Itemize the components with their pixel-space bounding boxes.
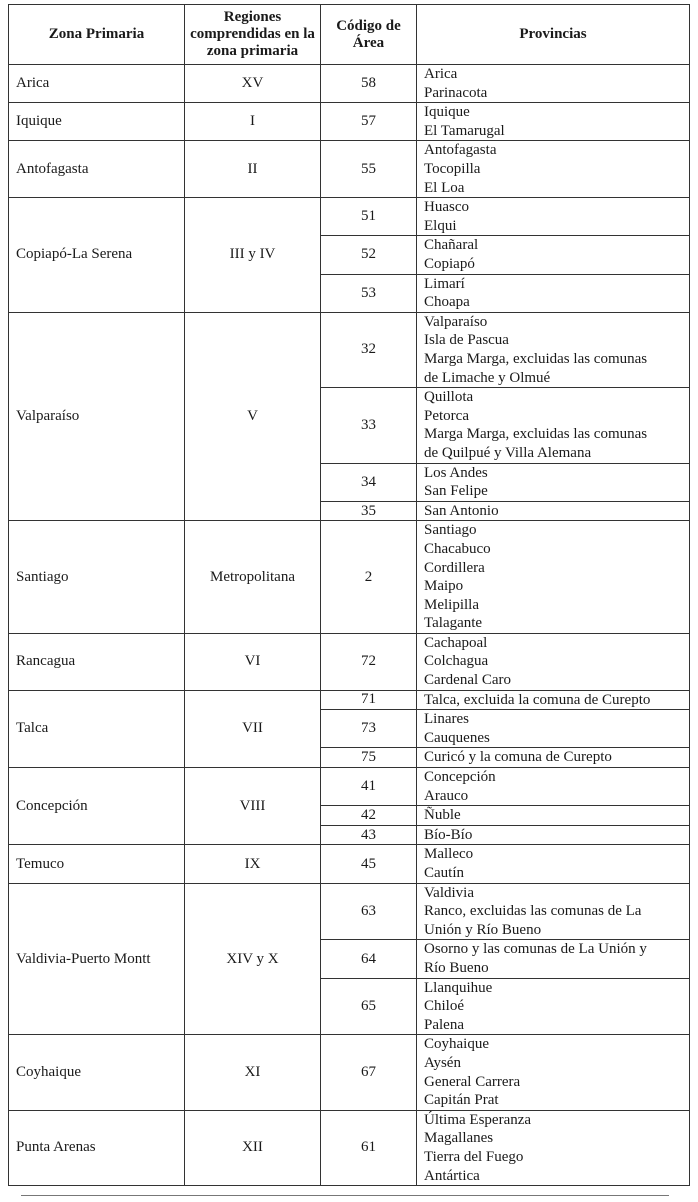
province-name: Tocopilla	[424, 160, 481, 177]
province-name: Maipo	[424, 578, 464, 595]
province-name: Isla de Pascua	[424, 332, 509, 349]
provincias-cell	[417, 768, 690, 806]
zona-primaria-cell: Concepción	[9, 768, 185, 845]
province-name: El Tamarugal	[424, 122, 505, 139]
area-code-cell: 32	[321, 312, 417, 387]
province-name: Concepción	[424, 769, 496, 786]
zona-primaria-cell: Coyhaique	[9, 1035, 185, 1110]
province-name: de Quilpué y Villa Alemana	[424, 444, 592, 461]
province-name: Cautín	[424, 865, 464, 882]
table-row	[9, 198, 690, 236]
provincias-cell	[417, 748, 690, 768]
provincias-cell	[417, 633, 690, 690]
table-row	[9, 845, 690, 883]
region-cell: Metropolitana	[185, 521, 321, 634]
province-name: Cauquenes	[424, 729, 490, 746]
area-code-cell: 64	[321, 940, 417, 978]
province-name: El Loa	[424, 179, 465, 196]
province-name: Río Bueno	[424, 960, 489, 977]
province-name: Elqui	[424, 217, 457, 234]
provincias-cell	[417, 883, 690, 940]
provincias-cell	[417, 103, 690, 141]
area-code-cell: 53	[321, 274, 417, 312]
provincias-cell	[417, 463, 690, 501]
area-code-cell: 52	[321, 236, 417, 274]
province-name: Ñuble	[424, 807, 461, 824]
area-code-cell: 43	[321, 825, 417, 845]
area-code-cell: 61	[321, 1110, 417, 1185]
area-code-cell: 67	[321, 1035, 417, 1110]
area-code-table	[8, 4, 690, 1186]
provincias-cell	[417, 388, 690, 463]
province-name: Santiago	[424, 522, 477, 539]
bottom-rule	[21, 1195, 669, 1196]
province-name: Coyhaique	[424, 1036, 489, 1053]
area-code-cell: 33	[321, 388, 417, 463]
provincias-cell	[417, 274, 690, 312]
province-name: Magallanes	[424, 1130, 494, 1147]
area-code-cell: 71	[321, 690, 417, 710]
province-name: Marga Marga, excluidas las comunas	[424, 350, 648, 367]
provincias-cell	[417, 940, 690, 978]
provincias-cell	[417, 845, 690, 883]
province-name: Chacabuco	[424, 540, 491, 557]
province-name: de Limache y Olmué	[424, 369, 551, 386]
province-name: Antofagasta	[424, 142, 497, 159]
header-codigo: Código de Área	[321, 5, 417, 65]
provincias-cell	[417, 690, 690, 710]
province-name: Capitán Prat	[424, 1092, 499, 1109]
province-name: Quillota	[424, 389, 474, 406]
area-code-cell: 2	[321, 521, 417, 634]
region-cell: XIV y X	[185, 883, 321, 1035]
area-code-cell: 55	[321, 141, 417, 198]
province-name: Chañaral	[424, 237, 479, 254]
region-cell: VIII	[185, 768, 321, 845]
zona-primaria-cell: Santiago	[9, 521, 185, 634]
header-zona: Zona Primaria	[9, 5, 185, 65]
table-row	[9, 690, 690, 710]
province-name: Bío-Bío	[424, 826, 473, 843]
zona-primaria-cell: Valparaíso	[9, 312, 185, 521]
provincias-cell	[417, 1035, 690, 1110]
header-provincias: Provincias	[417, 5, 690, 65]
table-body	[9, 65, 690, 1186]
provincias-cell	[417, 1110, 690, 1185]
province-name: Arica	[424, 66, 458, 82]
zona-primaria-cell: Antofagasta	[9, 141, 185, 198]
area-code-cell: 35	[321, 501, 417, 521]
province-name: Malleco	[424, 846, 474, 863]
area-code-cell: 42	[321, 806, 417, 826]
provincias-cell	[417, 825, 690, 845]
province-name: Linares	[424, 711, 469, 728]
table-row	[9, 312, 690, 387]
area-code-cell: 63	[321, 883, 417, 940]
province-name: Cardenal Caro	[424, 672, 512, 689]
province-name: San Felipe	[424, 483, 488, 500]
region-cell: XV	[185, 65, 321, 103]
provincias-cell	[417, 710, 690, 748]
province-name: Valdivia	[424, 884, 474, 901]
provincias-cell	[417, 501, 690, 521]
zona-primaria-cell: Iquique	[9, 103, 185, 141]
zona-primaria-cell: Arica	[9, 65, 185, 103]
region-cell: III y IV	[185, 198, 321, 313]
area-code-cell: 75	[321, 748, 417, 768]
province-name: Choapa	[424, 294, 470, 311]
province-name: Iquique	[424, 104, 470, 121]
region-cell: V	[185, 312, 321, 521]
zona-primaria-cell: Punta Arenas	[9, 1110, 185, 1185]
zona-primaria-cell: Temuco	[9, 845, 185, 883]
province-name: Aysén	[424, 1055, 461, 1071]
provincias-cell	[417, 978, 690, 1035]
province-name: Arauco	[424, 787, 469, 804]
region-cell: VII	[185, 690, 321, 767]
province-name: Chiloé	[424, 998, 464, 1015]
provincias-cell	[417, 521, 690, 634]
header-regiones: Regiones comprendidas en la zona primaria	[185, 5, 321, 65]
area-code-cell: 51	[321, 198, 417, 236]
province-name: Petorca	[424, 407, 469, 424]
region-cell: I	[185, 103, 321, 141]
provincias-cell	[417, 806, 690, 826]
province-name: Palena	[424, 1016, 464, 1033]
header-row	[9, 5, 690, 65]
province-name: San Antonio	[424, 502, 499, 519]
table-row	[9, 65, 690, 103]
province-name: Copiapó	[424, 255, 475, 272]
provincias-cell	[417, 141, 690, 198]
province-name: Tierra del Fuego	[424, 1148, 524, 1165]
provincias-cell	[417, 236, 690, 274]
province-name: Osorno y las comunas de La Unión y	[424, 941, 647, 958]
province-name: Cachapoal	[424, 634, 488, 651]
province-name: General Carrera	[424, 1073, 521, 1090]
provincias-cell	[417, 312, 690, 387]
province-name: Última Esperanza	[424, 1111, 532, 1128]
region-cell: II	[185, 141, 321, 198]
province-name: Llanquihue	[424, 979, 493, 996]
table-row	[9, 768, 690, 806]
table-row	[9, 141, 690, 198]
region-cell: XII	[185, 1110, 321, 1185]
area-code-cell: 73	[321, 710, 417, 748]
province-name: Cordillera	[424, 559, 485, 576]
region-cell: IX	[185, 845, 321, 883]
table-row	[9, 633, 690, 690]
province-name: Los Andes	[424, 464, 488, 481]
zona-primaria-cell: Copiapó-La Serena	[9, 198, 185, 313]
area-code-cell: 65	[321, 978, 417, 1035]
province-name: Talagante	[424, 615, 483, 632]
table-row	[9, 1035, 690, 1110]
area-code-cell: 34	[321, 463, 417, 501]
province-name: Antártica	[424, 1167, 480, 1184]
area-code-cell: 57	[321, 103, 417, 141]
province-name: Huasco	[424, 199, 469, 216]
region-cell: XI	[185, 1035, 321, 1110]
area-code-cell: 45	[321, 845, 417, 883]
zona-primaria-cell: Rancagua	[9, 633, 185, 690]
province-name: Valparaíso	[424, 313, 488, 330]
province-name: Limarí	[424, 275, 465, 292]
zona-primaria-cell: Valdivia-Puerto Montt	[9, 883, 185, 1035]
zona-primaria-cell: Talca	[9, 690, 185, 767]
province-name: Curicó y la comuna de Curepto	[424, 749, 612, 766]
province-name: Unión y Río Bueno	[424, 921, 542, 938]
province-name: Colchagua	[424, 653, 489, 670]
table-row	[9, 1110, 690, 1185]
province-name: Talca, excluida la comuna de Curepto	[424, 691, 651, 708]
province-name: Marga Marga, excluidas las comunas	[424, 426, 648, 443]
province-name: Ranco, excluidas las comunas de La	[424, 903, 642, 920]
area-code-cell: 72	[321, 633, 417, 690]
area-code-cell: 41	[321, 768, 417, 806]
province-name: Melipilla	[424, 596, 479, 613]
table-row	[9, 103, 690, 141]
provincias-cell	[417, 198, 690, 236]
region-cell: VI	[185, 633, 321, 690]
province-name: Parinacota	[424, 84, 488, 101]
area-code-cell: 58	[321, 65, 417, 103]
table-row	[9, 883, 690, 940]
provincias-cell	[417, 65, 690, 103]
table-row	[9, 521, 690, 634]
